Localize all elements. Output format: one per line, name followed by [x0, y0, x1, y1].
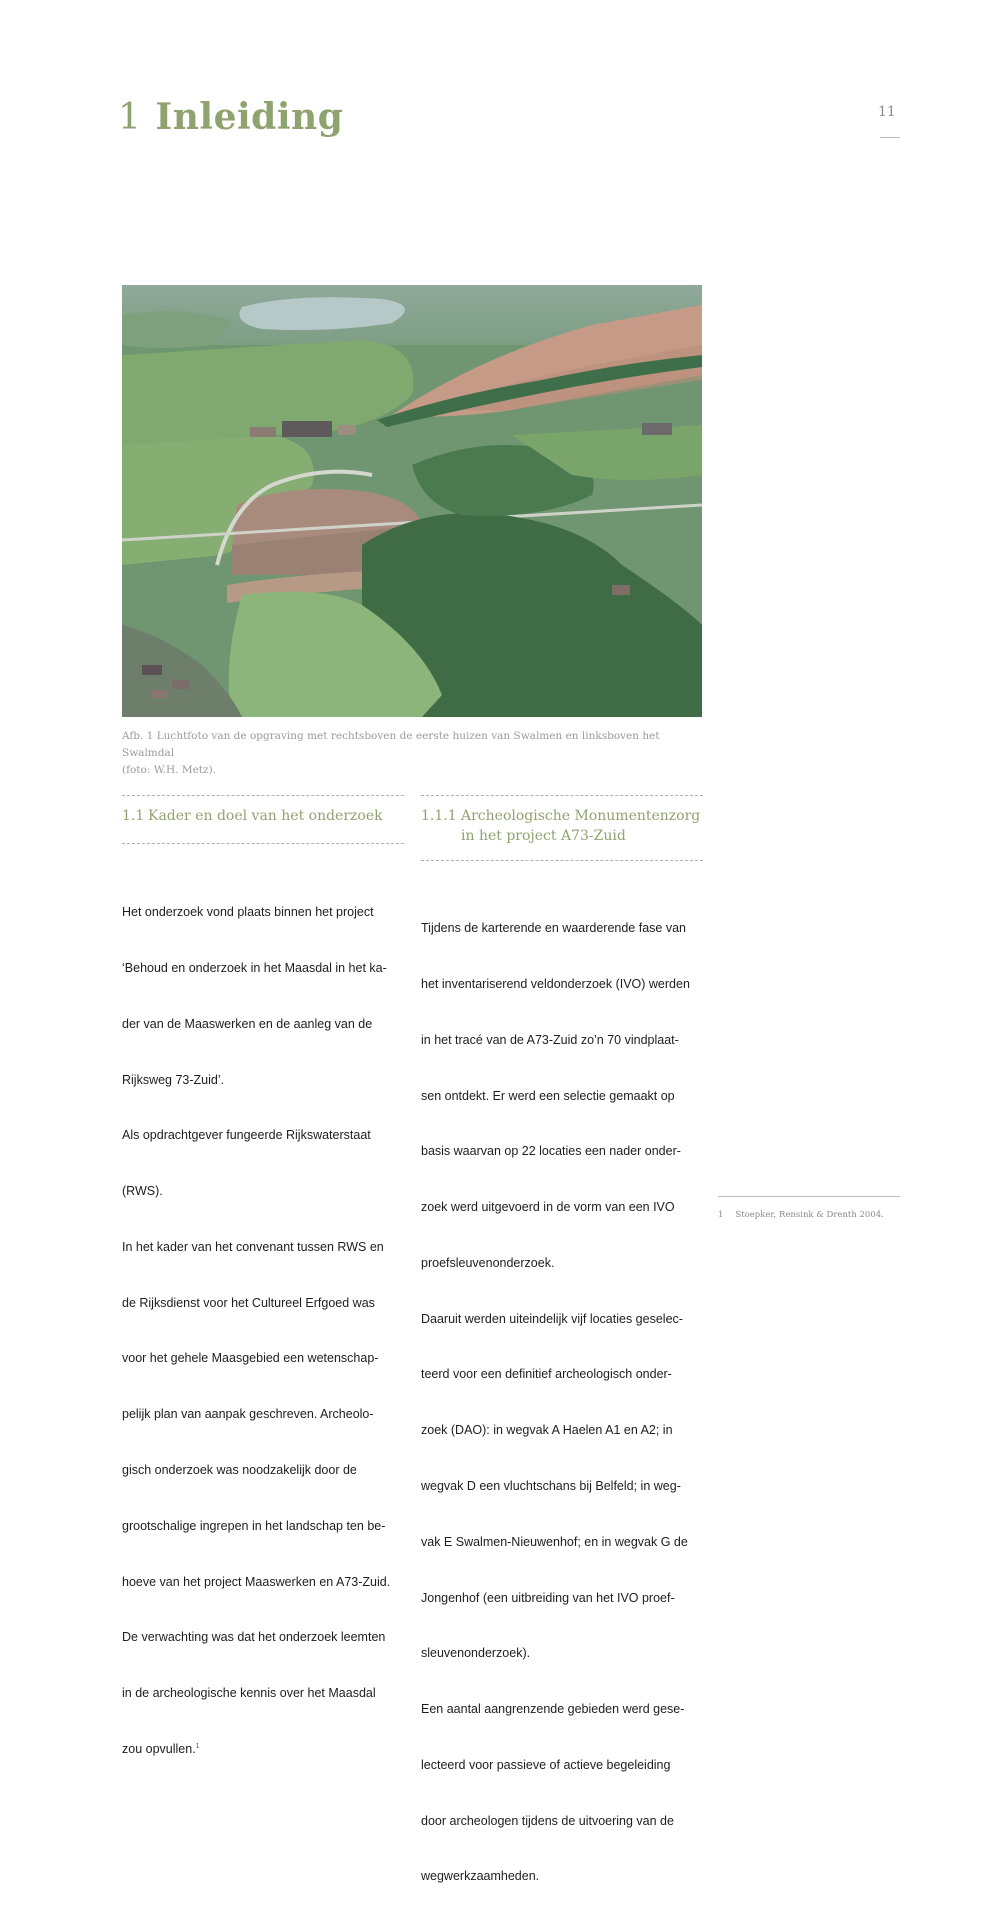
footnote-number: 1: [718, 1210, 724, 1220]
chapter-title-text: Inleiding: [155, 96, 344, 138]
text-line: sleuvenonderzoek).: [421, 1646, 531, 1661]
chapter-title: [118, 96, 343, 138]
text-line: basis waarvan op 22 locaties een nader onder-: [421, 1144, 681, 1159]
text-line: lecteerd voor passieve of actieve begeleiding: [421, 1757, 671, 1772]
text-line: De verwachting was dat het onderzoek leemten: [122, 1630, 386, 1645]
subsection-heading: [421, 806, 706, 846]
text-line: pelijk plan van aanpak geschreven. Archeolo-: [122, 1407, 374, 1422]
caption-line: (foto: W.H. Metz).: [122, 764, 216, 776]
text-line: Als opdrachtgever fungeerde Rijkswaterstaat: [122, 1128, 371, 1143]
text-line: wegvak D een vluchtschans bij Belfeld; in weg-: [421, 1479, 681, 1493]
text-line: grootschalige ingrepen in het landschap ten be-: [122, 1518, 386, 1533]
section-heading: [122, 806, 404, 826]
aerial-photo: [122, 285, 702, 717]
footnote-divider: [718, 1196, 900, 1197]
text-line: sen ontdekt. Er werd een selectie gemaakt op: [421, 1088, 675, 1103]
text-line: zoek (DAO): in wegvak A Haelen A1 en A2; in: [421, 1423, 673, 1438]
subsection-title-line: Archeologische Monumentenzorg: [461, 808, 701, 824]
text-line: Tijdens de karterende en waarderende fase van: [421, 921, 686, 936]
text-line: voor het gehele Maasgebied een wetenschap-: [122, 1351, 379, 1366]
text-line: proefsleuvenonderzoek.: [421, 1255, 555, 1270]
text-line: der van de Maaswerken en de aanleg van de: [122, 1016, 373, 1031]
text-line: in het tracé van de A73-Zuid zo’n 70 vindplaat-: [421, 1032, 679, 1047]
section-title: Kader en doel van het onderzoek: [148, 808, 383, 824]
text-line: hoeve van het project Maaswerken en A73-Zuid.: [122, 1574, 391, 1589]
footnote-text: Stoepker, Rensink & Drenth 2004.: [735, 1210, 884, 1220]
text-line: zoek werd uitgevoerd in de vorm van een IVO: [421, 1200, 675, 1215]
text-line: vak E Swalmen-Nieuwenhof; en in wegvak G de: [421, 1534, 688, 1549]
figure-caption: [122, 728, 702, 779]
section-divider: [122, 843, 404, 844]
section-body-left: [122, 866, 407, 1777]
text-line: het inventariserend veldonderzoek (IVO) werden: [421, 976, 690, 991]
section-divider: [122, 795, 404, 796]
subsection-number: 1.1.1: [421, 808, 457, 824]
text-line: Een aantal aangrenzende gebieden werd gese-: [421, 1702, 685, 1717]
text-line: In het kader van het convenant tussen RWS en: [122, 1239, 384, 1254]
chapter-number: 1: [118, 97, 142, 138]
section-number: 1.1: [122, 808, 145, 824]
text-line: gisch onderzoek was noodzakelijk door de: [122, 1463, 357, 1477]
text-line: (RWS).: [122, 1184, 163, 1199]
text-line: door archeologen tijdens de uitvoering van de: [421, 1813, 674, 1828]
section-divider: [421, 860, 703, 861]
text-line: de Rijksdienst voor het Cultureel Erfgoed was: [122, 1295, 375, 1310]
text-line: Het onderzoek vond plaats binnen het project: [122, 905, 374, 920]
text-line: Rijksweg 73-Zuid’.: [122, 1072, 225, 1087]
page-number: 11: [878, 104, 896, 120]
footnote: [718, 1210, 918, 1220]
text-line: ‘Behoud en onderzoek in het Maasdal in het ka-: [122, 960, 387, 975]
text-line: in de archeologische kennis over het Maasdal: [122, 1686, 376, 1701]
caption-line: Afb. 1 Luchtfoto van de opgraving met rechtsboven de eerste huizen van Swalmen en linksboven het Swalmdal: [122, 730, 660, 759]
text-line-with-footnote: [122, 1740, 407, 1759]
text-line: teerd voor een definitief archeologisch onder-: [421, 1367, 672, 1382]
footnote-reference[interactable]: 1: [195, 1742, 200, 1750]
section-divider: [421, 795, 703, 796]
text-line: Daaruit werden uiteindelijk vijf locaties geselec-: [421, 1311, 683, 1326]
text-line: wegwerkzaamheden.: [421, 1869, 540, 1884]
text-line: zou opvullen.: [122, 1741, 196, 1756]
text-line: Jongenhof (een uitbreiding van het IVO proef-: [421, 1590, 675, 1605]
subsection-title-line: in het project A73-Zuid: [461, 828, 626, 844]
section-body-right: [421, 882, 711, 1905]
page-number-rule: [880, 137, 900, 138]
